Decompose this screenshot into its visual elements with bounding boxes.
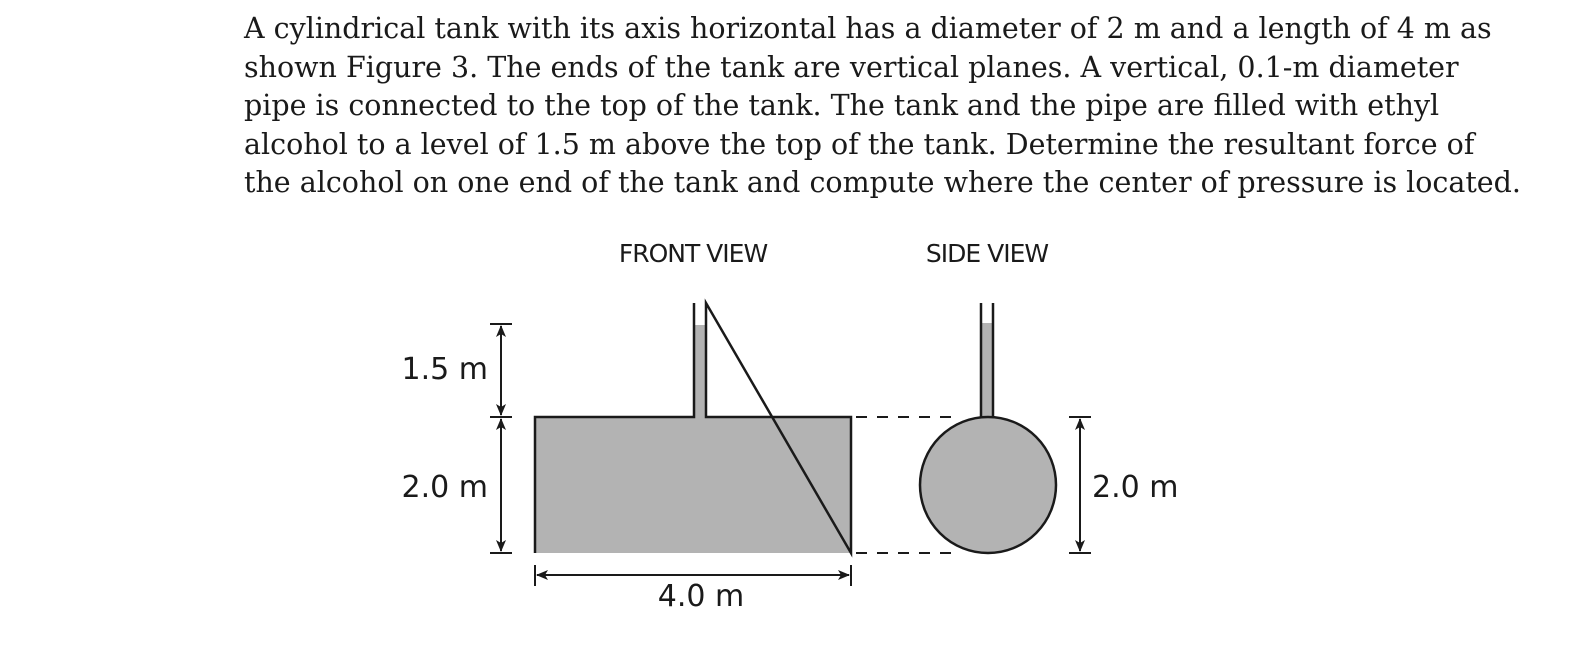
front-view-label: FRONT VIEW <box>618 239 768 268</box>
dim-tank-length-label: 4.0 m <box>657 579 745 614</box>
front-view-tank <box>535 303 851 553</box>
problem-line-2: shown Figure 3. The ends of the tank are vertical planes. A vertical, 0.1-m diameter <box>244 50 1459 84</box>
side-view-label: SIDE VIEW <box>925 239 1049 268</box>
problem-line-1: A cylindrical tank with its axis horizontal has a diameter of 2 m and a length of 4 m as <box>244 12 1492 45</box>
dimension-left <box>490 324 512 553</box>
problem-line-3: pipe is connected to the top of the tank. The tank and the pipe are filled with ethyl <box>244 89 1440 122</box>
dim-side-diameter-label: 2.0 m <box>1092 470 1179 505</box>
problem-line-5: the alcohol on one end of the tank and compute where the center of pressure is located. <box>244 166 1521 199</box>
dim-tank-height-label: 2.0 m <box>401 470 488 505</box>
dim-pipe-height-label: 1.5 m <box>401 352 488 387</box>
problem-line-4: alcohol to a level of 1.5 m above the top of the tank. Determine the resultant force of <box>244 127 1475 161</box>
side-view-tank <box>920 303 1056 553</box>
dimension-right <box>1069 417 1091 553</box>
